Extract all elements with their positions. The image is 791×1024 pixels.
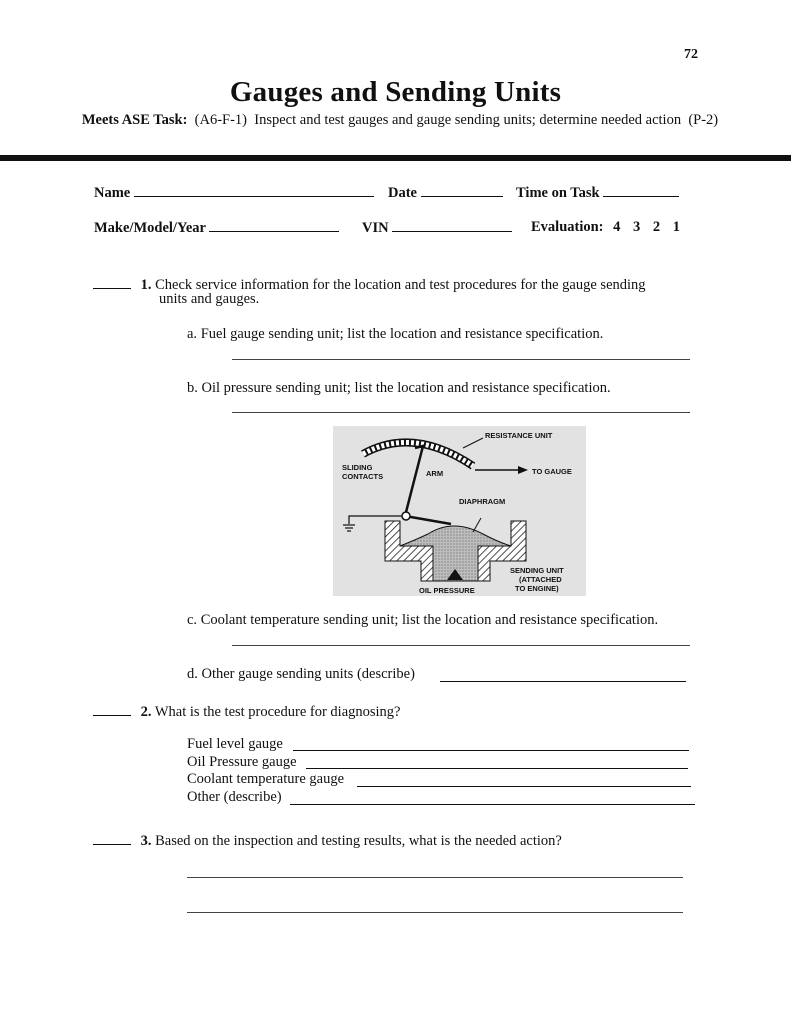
make-label: Make/Model/Year (94, 220, 206, 236)
evaluation-field (531, 219, 680, 236)
score-1[interactable]: 1 (672, 219, 681, 235)
date-label: Date (388, 185, 417, 201)
label-attached: (ATTACHED (519, 575, 562, 584)
score-2[interactable]: 2 (652, 219, 661, 235)
to-gauge-arrow-icon (518, 466, 528, 474)
q1b-letter: b. (187, 380, 198, 396)
label-resistance-unit: RESISTANCE UNIT (485, 431, 553, 440)
time-blank[interactable] (603, 184, 679, 197)
page-title: Gauges and Sending Units (229, 76, 562, 108)
page-number: 72 (684, 47, 698, 62)
q1a-letter: a. (187, 326, 198, 342)
task-code: (A6-F-1) (194, 112, 248, 128)
q1b-answer-line[interactable] (232, 412, 690, 413)
q1c-answer-line[interactable] (232, 645, 690, 646)
q2-oil-answer-line[interactable] (306, 768, 688, 769)
task-priority: (P-2) (688, 112, 719, 128)
q1b-text: Oil pressure sending unit; list the location and resistance specification. (201, 380, 611, 396)
q2-field-oil: Oil Pressure gauge (187, 754, 297, 770)
q2-field-fuel: Fuel level gauge (187, 736, 283, 752)
q2-other-answer-line[interactable] (290, 804, 695, 805)
date-blank[interactable] (421, 184, 503, 197)
task-description: Inspect and test gauges and gauge sending units; determine needed action (254, 112, 682, 128)
name-blank[interactable] (134, 184, 374, 197)
name-label: Name (94, 185, 131, 201)
score-3[interactable]: 3 (633, 219, 641, 235)
question-3 (93, 830, 562, 850)
label-to-engine: TO ENGINE) (515, 584, 559, 593)
q1c (187, 612, 658, 629)
q1d-text: Other gauge sending units (describe) (201, 666, 415, 682)
time-on-task-field[interactable] (516, 184, 679, 202)
arm (405, 446, 451, 524)
q2-field-other: Other (describe) (187, 789, 282, 805)
task-label: Meets ASE Task: (81, 112, 188, 128)
q2-number: 2. (140, 704, 152, 720)
label-sending-unit: SENDING UNIT (510, 566, 564, 575)
vin-field[interactable] (362, 219, 512, 237)
pivot (402, 512, 410, 520)
q1b (187, 380, 611, 397)
time-label: Time on Task (516, 185, 600, 201)
ase-task (60, 112, 740, 129)
q2-fuel-answer-line[interactable] (293, 750, 689, 751)
q1a-text: Fuel gauge sending unit; list the location and resistance specification. (200, 326, 604, 342)
make-model-year-field[interactable] (94, 219, 339, 237)
q3-answer-line-2[interactable] (187, 912, 683, 913)
q2-coolant-answer-line[interactable] (357, 786, 691, 787)
label-to-gauge: TO GAUGE (532, 467, 572, 476)
q3-text: Based on the inspection and testing results, what is the needed action? (155, 833, 562, 849)
label-contacts: CONTACTS (342, 472, 384, 481)
evaluation-label: Evaluation: (531, 219, 604, 235)
label-sliding: SLIDING (342, 463, 373, 472)
q1a-answer-line[interactable] (232, 359, 690, 360)
score-4[interactable]: 4 (613, 219, 621, 235)
label-arm: ARM (426, 469, 444, 478)
label-diaphragm: DIAPHRAGM (459, 497, 506, 506)
q1-text-cont: units and gauges. (159, 291, 260, 307)
make-blank[interactable] (209, 219, 339, 232)
q1-text: Check service information for the location and test procedures for the gauge sending (155, 277, 646, 293)
q1d-answer-line[interactable] (440, 681, 686, 682)
q1c-letter: c. (187, 612, 198, 628)
q2-check-blank[interactable] (93, 701, 131, 716)
q1d-letter: d. (187, 666, 198, 682)
q1a (187, 326, 603, 343)
q3-check-blank[interactable] (93, 830, 131, 845)
q1-check-blank[interactable] (93, 274, 131, 289)
q2-text: What is the test procedure for diagnosing? (154, 704, 401, 720)
label-oil-pressure: OIL PRESSURE (419, 586, 475, 595)
q3-number: 3. (140, 833, 152, 849)
oil-pressure-sending-unit-diagram (333, 426, 586, 596)
question-2 (93, 701, 401, 721)
q1d (187, 666, 415, 683)
q1c-text: Coolant temperature sending unit; list the location and resistance specification. (200, 612, 659, 628)
date-field[interactable] (388, 184, 503, 202)
q3-answer-line-1[interactable] (187, 877, 683, 878)
ground-icon (343, 525, 355, 531)
q2-field-coolant: Coolant temperature gauge (187, 771, 345, 787)
name-field[interactable] (94, 184, 374, 202)
header-divider (0, 155, 791, 161)
vin-blank[interactable] (392, 219, 512, 232)
q1-number: 1. (140, 277, 152, 293)
vin-label: VIN (362, 220, 389, 236)
